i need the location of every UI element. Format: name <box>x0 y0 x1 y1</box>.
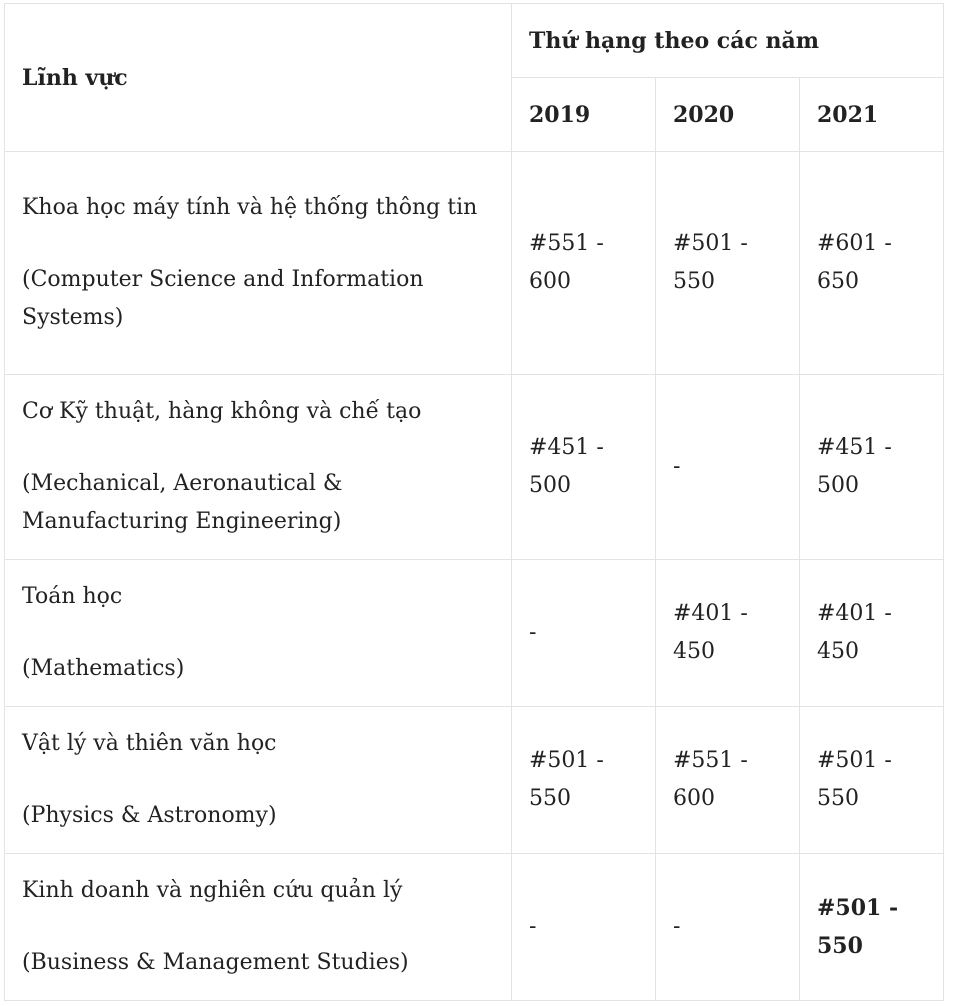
field-name-en: (Mathematics) <box>22 656 185 681</box>
rank-value: - <box>673 454 681 479</box>
rank-value: #451 - 500 <box>817 435 892 498</box>
field-cell <box>5 707 512 854</box>
year-header-2019: 2019 <box>512 78 656 152</box>
field-name-vi: Cơ Kỹ thuật, hàng không và chế tạo <box>22 399 422 424</box>
table-row <box>5 560 944 707</box>
rank-cell-2021 <box>800 707 944 854</box>
rank-value-highlighted: #501 - 550 <box>817 895 899 959</box>
field-cell <box>5 152 512 375</box>
rank-value: #551 - 600 <box>673 748 748 811</box>
rank-cell-2020 <box>656 854 800 1001</box>
rank-cell-2021 <box>800 560 944 707</box>
rank-cell-2020 <box>656 560 800 707</box>
rank-cell-2020 <box>656 152 800 375</box>
rank-cell-2019 <box>512 152 656 375</box>
rank-value: #601 - 650 <box>817 231 892 294</box>
rank-value: #401 - 450 <box>817 601 892 664</box>
field-name-en: (Mechanical, Aeronautical & Manufacturing Engineering) <box>22 471 343 534</box>
field-name-vi: Toán học <box>22 584 123 609</box>
rank-value: #451 - 500 <box>529 435 604 498</box>
year-header-2020: 2020 <box>656 78 800 152</box>
table-row <box>5 375 944 560</box>
field-cell <box>5 854 512 1001</box>
field-name-vi: Kinh doanh và nghiên cứu quản lý <box>22 878 403 903</box>
years-header: Thứ hạng theo các năm <box>512 4 944 78</box>
rank-cell-2020 <box>656 375 800 560</box>
rank-value: #501 - 550 <box>529 748 604 811</box>
rank-cell-2019 <box>512 707 656 854</box>
table-row <box>5 707 944 854</box>
rank-cell-2019 <box>512 854 656 1001</box>
field-name-en: (Business & Management Studies) <box>22 950 409 975</box>
rank-value: #551 - 600 <box>529 231 604 294</box>
field-name-vi: Vật lý và thiên văn học <box>22 731 277 756</box>
rank-cell-2019 <box>512 375 656 560</box>
ranking-table <box>4 3 944 1001</box>
field-header: Lĩnh vực <box>5 4 512 152</box>
rank-cell-2019 <box>512 560 656 707</box>
field-name-en: (Physics & Astronomy) <box>22 803 277 828</box>
field-name-vi: Khoa học máy tính và hệ thống thông tin <box>22 195 478 220</box>
rank-cell-2021 <box>800 854 944 1001</box>
header-row <box>5 4 944 78</box>
rank-value: #501 - 550 <box>817 748 892 811</box>
field-cell <box>5 560 512 707</box>
rank-value: - <box>529 620 537 645</box>
rank-value: - <box>529 914 537 939</box>
rank-value: #401 - 450 <box>673 601 748 664</box>
rank-value: #501 - 550 <box>673 231 748 294</box>
field-name-en: (Computer Science and Information Systems) <box>22 267 424 330</box>
year-header-2021: 2021 <box>800 78 944 152</box>
rank-value: - <box>673 914 681 939</box>
rank-cell-2021 <box>800 375 944 560</box>
field-cell <box>5 375 512 560</box>
rank-cell-2021 <box>800 152 944 375</box>
rank-cell-2020 <box>656 707 800 854</box>
table-row <box>5 152 944 375</box>
table-row <box>5 854 944 1001</box>
